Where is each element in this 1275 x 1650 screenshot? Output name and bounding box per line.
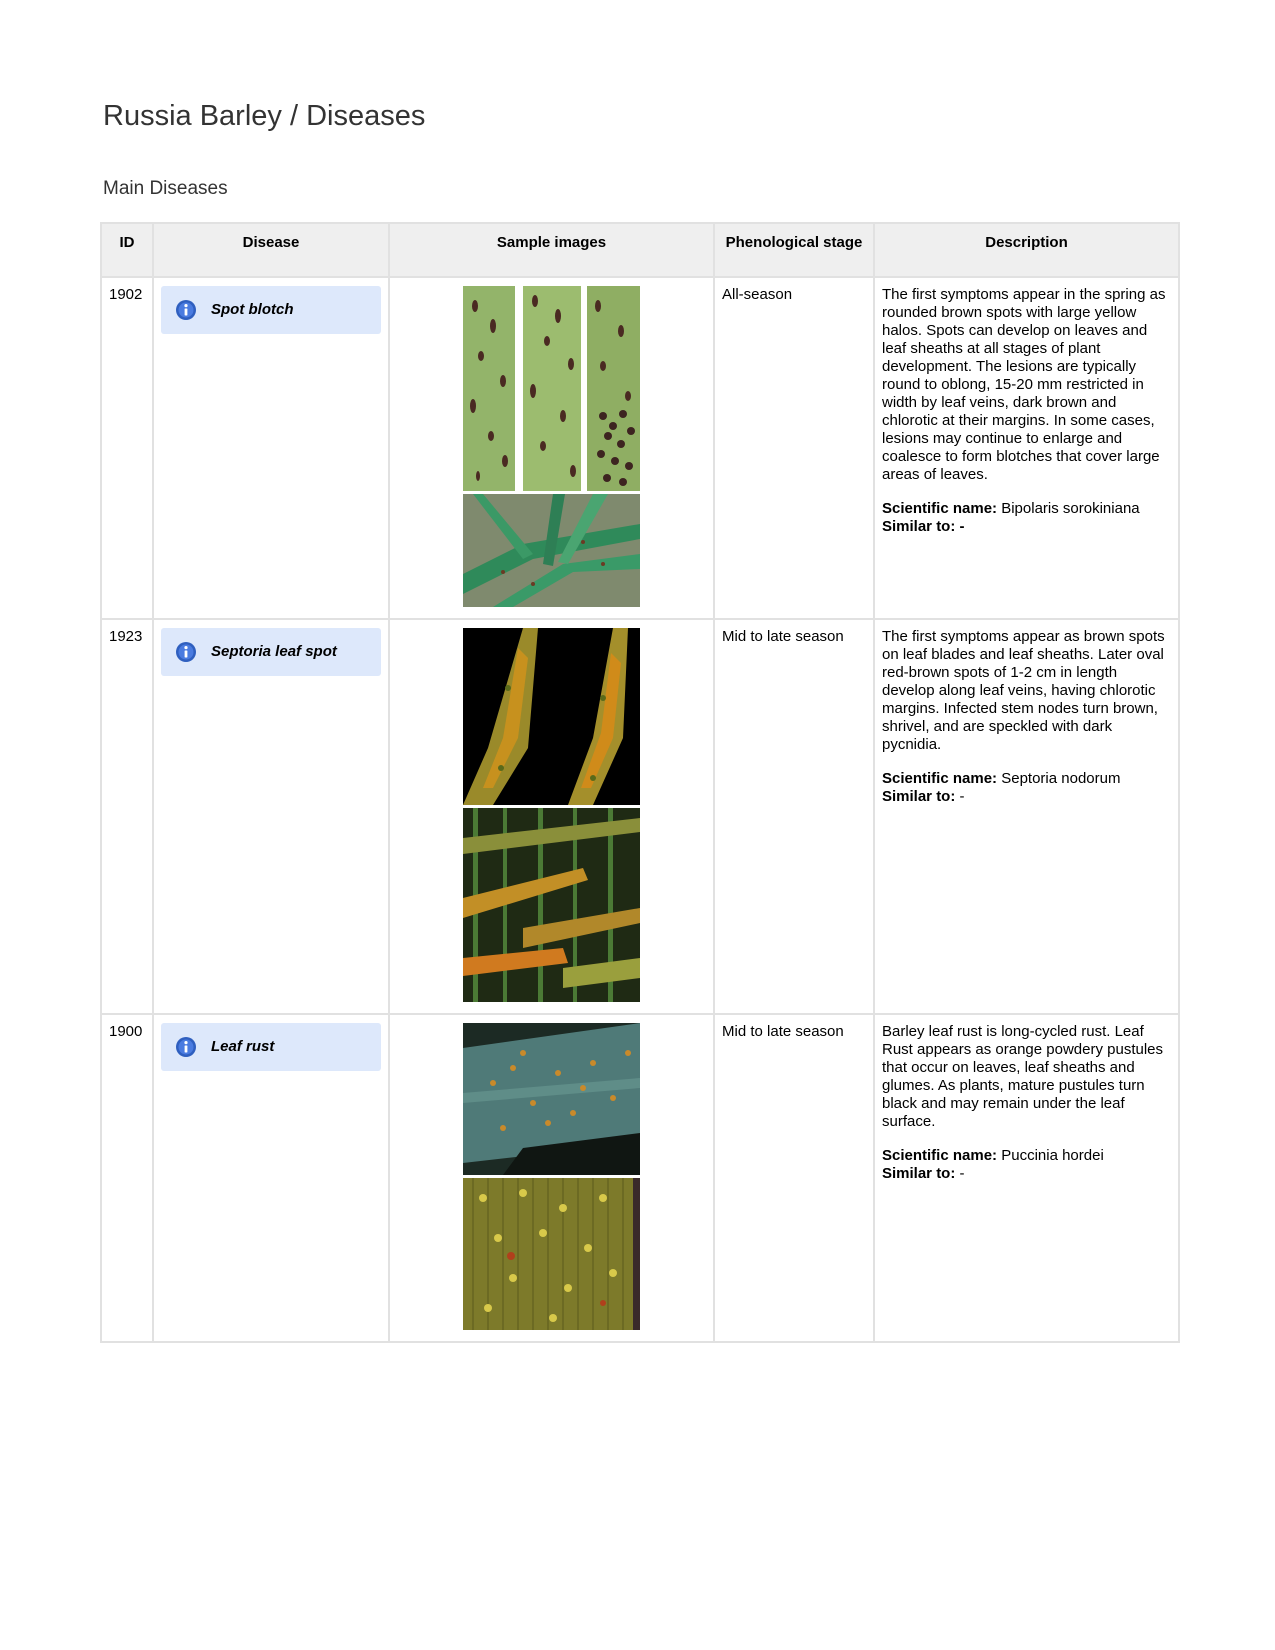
similar-to [882, 1165, 1171, 1183]
info-icon [175, 299, 197, 321]
septoria-plant-image [463, 808, 640, 1002]
description-cell [874, 277, 1179, 619]
disease-name: Spot blotch [211, 301, 294, 318]
scientific-name [882, 770, 1171, 788]
sample-images-cell [389, 619, 714, 1014]
disease-cell [153, 277, 389, 619]
similar-to [882, 518, 1171, 536]
table-row [101, 619, 1179, 1014]
leaf-rust-leaf-image [463, 1023, 640, 1175]
disease-id: 1900 [101, 1014, 153, 1342]
sample-images-cell [389, 277, 714, 619]
phenological-stage: Mid to late season [714, 1014, 874, 1342]
disease-link-septoria-leaf-spot[interactable] [161, 628, 381, 676]
disease-id: 1923 [101, 619, 153, 1014]
phenological-stage: All-season [714, 277, 874, 619]
phenological-stage: Mid to late season [714, 619, 874, 1014]
similar-to-value: - [959, 788, 965, 805]
description-cell [874, 1014, 1179, 1342]
scientific-name-label: Scientific name: [882, 1147, 998, 1164]
scientific-name-value: Septoria nodorum [1001, 770, 1121, 787]
header-disease: Disease [153, 223, 389, 277]
header-id: ID [101, 223, 153, 277]
description-text: The first symptoms appear as brown spots on leaf blades and leaf sheaths. Later oval red-brown spots of 1-2 cm in length develop along leaf veins, having chlorotic margins. Infected stem nodes turn brown, shrivel, and are speckled with dark pycnidia. [882, 628, 1165, 753]
header-sample-images: Sample images [389, 223, 714, 277]
table-header-row [101, 223, 1179, 277]
similar-to-value: - [959, 1165, 965, 1182]
header-description: Description [874, 223, 1179, 277]
disease-cell [153, 619, 389, 1014]
info-icon [175, 641, 197, 663]
scientific-name-label: Scientific name: [882, 500, 998, 517]
disease-id: 1902 [101, 277, 153, 619]
diseases-table [100, 222, 1180, 1343]
scientific-name-value: Puccinia hordei [1001, 1147, 1104, 1164]
spot-blotch-leaf-image [463, 286, 640, 491]
scientific-name [882, 1147, 1171, 1165]
septoria-leaf-image [463, 628, 640, 805]
disease-name: Septoria leaf spot [211, 643, 337, 660]
similar-to-value: - [959, 518, 965, 535]
scientific-name-value: Bipolaris sorokiniana [1001, 500, 1140, 517]
section-title: Main Diseases [103, 178, 228, 199]
similar-to-label: Similar to: [882, 1165, 956, 1182]
spot-blotch-plant-image [463, 494, 640, 607]
disease-link-spot-blotch[interactable] [161, 286, 381, 334]
similar-to-label: Similar to: [882, 788, 956, 805]
scientific-name-label: Scientific name: [882, 770, 998, 787]
leaf-rust-closeup-image [463, 1178, 640, 1330]
similar-to [882, 788, 1171, 806]
disease-link-leaf-rust[interactable] [161, 1023, 381, 1071]
description-cell [874, 619, 1179, 1014]
table-row [101, 1014, 1179, 1342]
sample-images-cell [389, 1014, 714, 1342]
table-row [101, 277, 1179, 619]
header-phenological-stage: Phenological stage [714, 223, 874, 277]
info-icon [175, 1036, 197, 1058]
disease-cell [153, 1014, 389, 1342]
description-text: Barley leaf rust is long-cycled rust. Leaf Rust appears as orange powdery pustules that occur on leaves, leaf sheaths and glumes. As plants, mature pustules turn black and may remain under the leaf surface. [882, 1023, 1164, 1130]
scientific-name [882, 500, 1171, 518]
description-text: The first symptoms appear in the spring as rounded brown spots with large yellow halos. Spots can develop on leaves and leaf sheaths at all stages of plant development. The lesions are typically round to oblong, 15-20 mm restricted in width by leaf veins, dark brown and chlorotic at their margins. In some cases, lesions may continue to enlarge and coalesce to form blotches that cover large areas of leaves. [882, 286, 1166, 483]
page-title: Russia Barley / Diseases [103, 100, 426, 132]
disease-name: Leaf rust [211, 1038, 275, 1055]
similar-to-label: Similar to: [882, 518, 956, 535]
